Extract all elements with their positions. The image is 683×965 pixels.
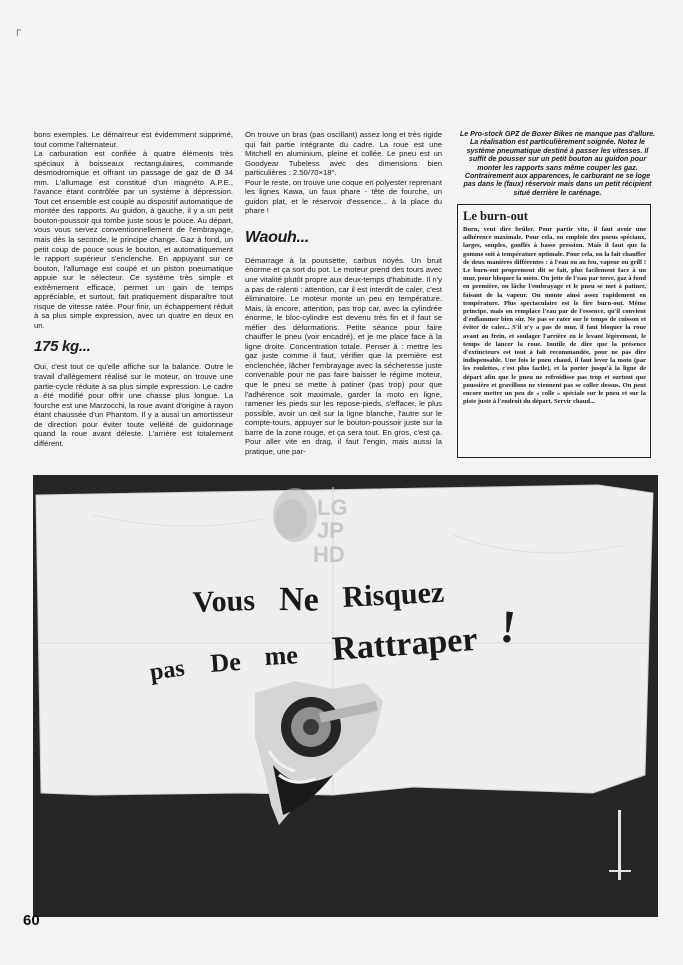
poster-word-ne: Ne: [278, 581, 320, 619]
poster-word-pas: pas: [148, 655, 187, 686]
section-heading-175kg: 175 kg...: [34, 338, 91, 356]
poster-image: [33, 475, 658, 917]
sidebar-text: Burn, veut dire brûler. Pour partir vite, il faut avoir une adhérence maximale. Pour cela, on emploie des pneus spéciaux, larges, souples, gonflés à basse pression. Mais il faut que la gomme soit à température optimale. Pour cela, on la fait chauffer de deux manières différentes : à l'eau ou au feu, vapeur ou grill ! Le burn-out proprement dit se fait, plus facilement face à un mur, pour bloquer la moto. On jette de l'eau par terre, gaz à fond en première, on lâche l'embrayage et le pneu se met à patiner, faisant de la vapeur. On monte ainsi assez rapidement en température. Plus spectaculaire est le fire burn-out. Même principe, mais on remplace l'eau par de l'essence, qu'il convient d'enflammer bien sûr. Ne pas se rater sur le temps de cuisson et éviter de caler... S'il n'y a pas de mur, il faut bloquer la roue avant au frein, et soulager l'arrière en le levant légèrement, le temps de lancer la roue. Inutile de dire que la présence d'extincteurs est tout à fait recommandée, pour ne pas dire indispensable. Une fois le pneu chaud, il faut lever la moto (par les roulettes, c'est plus facile), et la porter jusqu'à la ligne de départ afin que le pneu ne refroidisse pas trop et surtout que poussière et gravillons ne viennent pas se coller dessus. On peut encore mettre un peu de « colle » spéciale sur le pneu et sur la piste juste à l'endroit du départ. Servir chaud...: [463, 226, 646, 406]
poster-word-vous: Vous: [192, 583, 256, 619]
article-paragraph: On trouve un bras (pas oscillant) assez long et très rigide qui fait partie intégrante du cadre. La roue est une Mitchell en aluminium, pleine et collée. Le pneu est un Goodyear Tubeless avec des dimensions bien particulières : 2.50/70×18".: [245, 130, 442, 178]
watermark-hd: HD: [313, 542, 345, 567]
poster-word-risquez: Risquez: [341, 575, 445, 614]
article-paragraph: Démarrage à la poussette, carbus noyés. Un bruit énorme et ça sort du pot. Le moteur prend des tours avec une vitalité plutôt propre aux deux-temps d'habitude. Il n'y a pas de ralenti : attention, car il est interdit de caler, c'est éliminatoire. Le moteur monte un peu en température. Mais, là encore, attention, pas trop car, avec la cylindrée énorme, le bloc-cylindre est devenu très fin et il faut se méfier des déformations. Petite séance pour faire chauffer le pneu (voir encadré), et je me place face à la ligne droite. Concentration totale. Penser à : mettre les gaz juste comme il faut, vérifier que la première est enclenchée, lâcher l'embrayage avec la sécheresse juste convenable pour ne pas faire baisser le régime moteur, que le pneu se mette à patiner (pas trop) pour que l'adhérence soit maximale, garder la moto en ligne, ramener les pieds sur les repose-pieds, s'effacer, le plus possible, avoir un œil sur la ligne blanche, l'autre sur le compte-tours, appuyer sur le bouton-poussoir juste sur la barre de la zone rouge, et ça sera tout. En gros, c'est ça. Pour aller vite en drag, il faut l'engin, mais aussi la pratique, une par-: [245, 255, 442, 456]
article-paragraph: Pour le reste, on trouve une coque en polyester reprenant les lignes Kawa, un faux phare - tête de fourche, un guidon plat, et le réservoir d'essence... à la place du phare !: [245, 177, 443, 216]
poster-exclamation: !: [497, 600, 519, 653]
article-paragraph: Oui, c'est tout ce qu'elle affiche sur la balance. Outre le travail d'allègement réalisé sur le moteur, on trouve une partie-cycle réduite à sa plus simple expression. Le cadre a été modifié pour offrir une chasse plus longue. La fourche est une Marzocchi, la roue avant d'origine à rayon étant chaussée d'un Phantom. Il y a aussi un amortisseur de direction pour éviter toute velléité de guidonnage quand la roue avant déleste. L'arrière est totalement différent.: [34, 362, 233, 448]
watermark-face: [273, 488, 317, 542]
poster-word-de: De: [209, 646, 242, 678]
page-number: 60: [23, 912, 40, 929]
photo-caption: Le Pro-stock GPZ de Boxer Bikes ne manque pas d'allure. La réalisation est particulièrement soignée. Notez le système pneumatique destiné à passer les vitesses. Il suffit de pousser sur un petit bouton au guidon pour monter les rapports sans même couper les gaz. Contrairement aux apparences, le carburant ne se loge pas dans le (faux) réservoir mais dans un petit récipient situé derrière le carénage.: [459, 130, 656, 197]
article-column-1: [34, 130, 233, 448]
sidebar-box-burn-out: [457, 204, 651, 458]
section-heading-waouh: Waouh...: [245, 228, 309, 246]
sidebar-title: Le burn-out: [463, 209, 528, 223]
poster-word-me: me: [263, 640, 299, 671]
corner-mark: ᒥ: [16, 28, 22, 38]
article-paragraph: La carburation est confiée à quatre éléments très spéciaux à boisseaux rectangulaires, commande desmodromique et offrant un passage de gaz de Ø 34 mm. L'allumage est constitué d'un magnéto A.P.E., l'avance étant contrôlée par un système à dépression. Tout cet ensemble est couplé au dispositif automatique de montée des rapports. Au guidon, à gauche, il y a un petit bouton-poussoir qui tombe juste sous le pouce. Au départ, vous vous servez conventionnellement de l'embrayage, mais dès la seconde, le principe change. Gaz à fond, un petit coup de pouce sous le bouton, et automatiquement le rapport supérieur s'enclenche. En appuyant sur ce bouton, l'allumage est coupé et un piston pneumatique appuie sur le sélecteur. Ce système très simple et extrêmement efficace, permet un gain de temps appréciable, et surtout, fait pratiquement disparaître tout risque de vitesse ratée. Pour finir, un échappement réduit à sa plus simple expression, avec un quatre en deux en un.: [34, 149, 233, 330]
photo-poster: [33, 475, 658, 917]
watermark-jp: JP: [317, 518, 344, 543]
article-paragraph: bons exemples. Le démarreur est évidemment supprimé, tout comme l'alternateur.: [34, 130, 233, 149]
article-column-2: [245, 130, 442, 456]
poster-word-rattraper: Rattraper: [330, 620, 479, 668]
watermark-lg: LG: [317, 495, 348, 520]
